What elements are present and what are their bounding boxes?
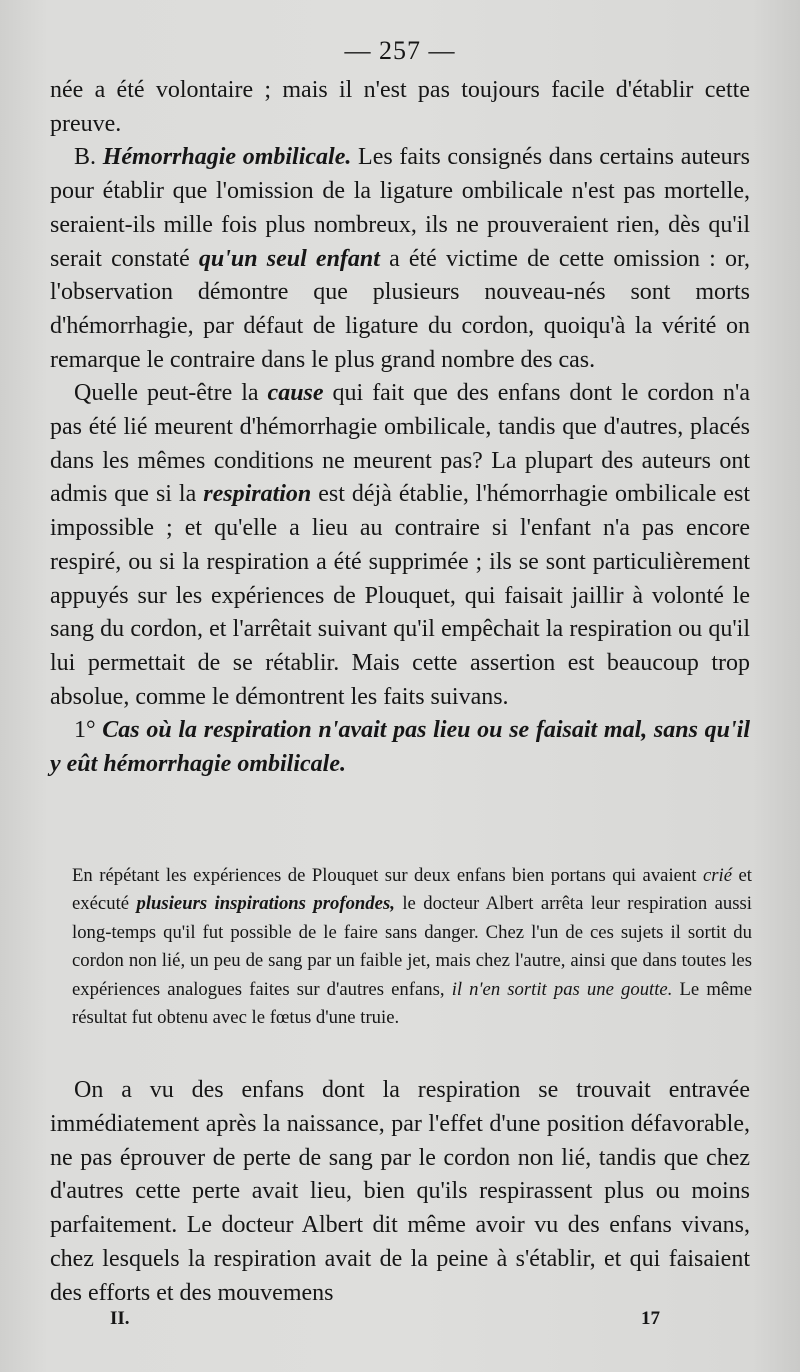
small-print-block [72, 862, 752, 1032]
small-emphasis-1: crié [702, 865, 733, 886]
page-footer [110, 1308, 660, 1330]
lower-paragraph: On a vu des enfans dont la respiration se trouvait entravée immédiatement après la naissance, par l'effet d'une position défavorable, ne pas éprouver de perte de sang par le cordon non lié, tandis que chez d'autres cette perte avait lieu, bien qu'ils respirassent plus ou moins parfaitement. Le docteur Albert dit même avoir vu des enfans vivans, chez lesquels la respiration avait de la peine à s'établir, et qui faisaient des efforts et des mouvemens [50, 1077, 750, 1306]
volume-marker: II. [110, 1308, 130, 1329]
paragraph-3-text-c: est déjà établie, l'hémorrhagie ombilicale est impossible ; et qu'elle a lieu au contraire si l'enfant n'a pas encore respiré, ou si la respiration a été supprimée ; ils se sont particulièrement appuyés sur les expériences de Plouquet, qui faisait jaillir à volonté le sang du cordon, et l'arrêtait suivant qu'il empêchait la respiration ou qu'il lui permettait de se rétablir. Mais cette assertion est beaucoup trop absolue, comme le démontrent les faits suivans. [50, 481, 750, 710]
paragraph-3-text-b: qui fait que des enfans dont le cordon n'a pas été lié meurent d'hémorrhagie ombilicale, tandis que d'autres, placés dans les mêmes conditions ne meurent pas? La plupart des auteurs ont admis que si la [50, 380, 750, 508]
small-text-a: En répétant les expériences de Plouquet sur deux enfans bien portans qui avaient [72, 865, 703, 886]
page-number-header: — 257 — [344, 36, 456, 65]
small-text-c: le docteur Albert arrêta leur respiration aussi long-temps qu'il fut possible de le faire sans danger. Chez l'un de ces sujets il sortit du cordon non lié, un peu de sang par un faible jet, mais chez l'autre, ainsi que dans toutes les expériences analogues faites sur d'autres enfans, [72, 893, 752, 1000]
paragraph-3 [50, 377, 750, 714]
small-text-d: Le même résultat fut obtenu avec le fœtus d'une truie. [72, 978, 753, 1029]
paragraph-2-emphasis: qu'un seul enfant [198, 245, 380, 272]
small-emphasis-3: il n'en sortit pas une goutte. [451, 978, 673, 1000]
section-title: Hémorrhagie ombilicale. [102, 144, 352, 171]
lower-text-block [50, 1074, 750, 1311]
emphasis-cause: cause [267, 380, 324, 407]
paragraph-2-text-a: Les faits consignés dans certains auteurs pour établir que l'omission de la ligature ombilicale n'est pas mortelle, seraient-ils mille fois plus nombreux, ils ne prouveraient rien, dès qu'il serait constaté [50, 144, 751, 272]
paragraph-2-text-b: a été victime de cette omission : or, l'observation démontre que plusieurs nouveau-nés sont morts d'hémorrhagie, par défaut de ligature du cordon, quoiqu'à la vérité on remarque le contraire dans le plus grand nombre des cas. [50, 245, 750, 373]
small-paragraph [72, 862, 752, 1032]
small-text-b: et exécuté [72, 865, 752, 915]
subsection-number: 1° [74, 717, 96, 744]
paragraph-3-text-a: Quelle peut-être la [74, 380, 268, 407]
section-label: B. [74, 144, 97, 171]
signature-mark: 17 [641, 1308, 660, 1329]
paragraph-1: née a été volontaire ; mais il n'est pas toujours facile d'établir cette preuve. [50, 77, 750, 137]
emphasis-respiration: respiration [203, 481, 312, 508]
subsection-heading [50, 714, 750, 781]
main-text [50, 74, 750, 782]
subsection-title: Cas où la respiration n'avait pas lieu ou se faisait mal, sans qu'il y eût hémorrhagie ombilicale. [50, 717, 750, 778]
small-emphasis-2: plusieurs inspirations profondes, [136, 893, 395, 915]
paragraph-2 [50, 141, 750, 377]
